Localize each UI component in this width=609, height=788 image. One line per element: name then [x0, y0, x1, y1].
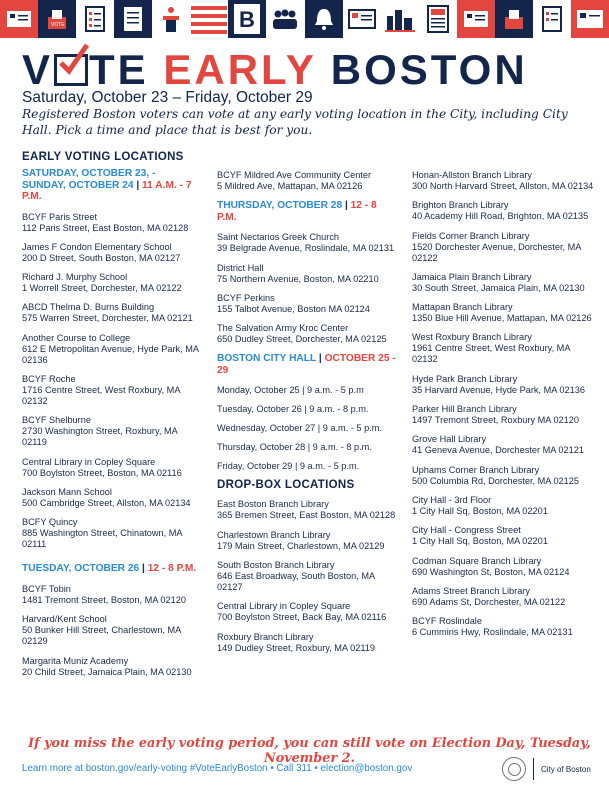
location-item [412, 525, 594, 547]
location-address: 6 Cummins Hwy, Roslindale, MA 02131 [412, 627, 573, 638]
schedule-item: Friday, October 29 | 9 a.m. - 5 p.m. [217, 461, 360, 472]
location-name: Central Library in Copley Square [217, 601, 351, 612]
title-v: V [22, 46, 54, 93]
column-3 [412, 170, 594, 646]
location-name: Grove Hall Library [412, 434, 487, 445]
location-item [22, 272, 200, 294]
location-name: Brighton Branch Library [412, 200, 509, 211]
thursday-hours: 12 - 8 P.M. [217, 200, 377, 223]
location-item [217, 232, 397, 254]
checklist-icon [533, 0, 571, 38]
column-1 [22, 168, 200, 686]
location-item [217, 560, 397, 593]
location-address: 700 Boylston Street, Boston, MA 02116 [22, 467, 182, 478]
location-item [412, 231, 594, 264]
location-name: Mattapan Branch Library [412, 302, 513, 313]
location-address: 1520 Dorchester Avenue, Dorchester, MA 02122 [412, 241, 581, 263]
location-name: Hyde Park Branch Library [412, 373, 518, 384]
location-item [412, 556, 594, 578]
boston-b-icon [228, 0, 266, 38]
location-name: BCYF Tobin [22, 583, 71, 594]
location-item [412, 332, 594, 365]
thursday-day: THURSDAY, OCTOBER 28 [217, 200, 343, 212]
location-item [22, 242, 200, 264]
tuesday-day: TUESDAY, OCTOBER 26 [22, 563, 140, 575]
location-address: 365 Bremen Street, East Boston, MA 02128 [217, 510, 396, 521]
location-item [412, 272, 594, 294]
location-name: BCYF Shelburne [22, 415, 91, 426]
location-name: East Boston Branch Library [217, 499, 329, 510]
tuesday-hours: 12 - 8 P.M. [147, 563, 197, 575]
separator: | [316, 353, 325, 365]
title-te: TE [89, 46, 149, 93]
saturday-heading [22, 168, 200, 203]
location-address: 690 Adams St, Dorchester, MA 02122 [412, 596, 566, 607]
location-item [217, 170, 397, 192]
location-address: 20 Child Street, Jamaica Plain, MA 02130 [22, 666, 192, 677]
dropbox-locations-continued [412, 170, 594, 638]
location-name: Fields Corner Branch Library [412, 230, 530, 241]
tuesday-heading [22, 563, 200, 575]
location-name: BCYF Paris Street [22, 211, 98, 222]
ballot-mail-icon [457, 0, 495, 38]
location-item [22, 302, 200, 324]
location-name: BCYF Roche [22, 373, 76, 384]
location-name: BCYF Roslindale [412, 616, 482, 627]
city-of-boston-label: City of Boston [541, 765, 591, 774]
location-item [22, 457, 200, 479]
location-name: BCYF Perkins [217, 292, 275, 303]
vote-box-icon [495, 0, 533, 38]
ballot-mail-icon [0, 0, 38, 38]
location-name: Margarita Muniz Academy [22, 655, 129, 666]
location-item [412, 434, 594, 456]
location-address: 646 East Broadway, South Boston, MA 02127 [217, 571, 375, 593]
continued-locations [217, 170, 397, 192]
schedule-item: Thursday, October 28 | 9 a.m. - 8 p.m. [217, 442, 372, 453]
location-address: 41 Geneva Avenue, Dorchester MA 02121 [412, 445, 584, 456]
location-item [217, 601, 397, 623]
location-address: 5 Mildred Ave, Mattapan, MA 02126 [217, 181, 363, 191]
location-item [412, 465, 594, 487]
location-item [22, 517, 200, 550]
location-address: 149 Dudley Street, Roxbury, MA 02119 [217, 642, 375, 653]
location-address: 1497 Tremont Street, Roxbury MA 02120 [412, 415, 579, 426]
learn-more-line[interactable]: Learn more at boston.gov/early-voting #VoteEarlyBoston • Call 311 • election@boston.gov [22, 763, 413, 774]
location-address: 40 Academy Hill Road, Brighton, MA 02135 [412, 211, 589, 222]
cityhall-heading [217, 353, 397, 376]
thursday-heading [217, 200, 397, 223]
schedule-item: Monday, October 25 | 9 a.m. - 5 p.m [217, 385, 364, 396]
envelope-icon [571, 0, 609, 38]
location-address: 200 D Street, South Boston, MA 02127 [22, 252, 181, 263]
svg-text:B: B [239, 7, 256, 32]
location-name: Harvard/Kent School [22, 614, 107, 625]
location-address: 885 Washington Street, Chinatown, MA 02111 [22, 528, 183, 550]
location-name: Jamaica Plain Branch Library [412, 271, 532, 282]
location-address: 50 Bunker Hill Street, Charlestown, MA 02129 [22, 625, 181, 647]
location-name: Roxbury Branch Library [217, 631, 314, 642]
section-heading: EARLY VOTING LOCATIONS [22, 151, 184, 163]
location-item [412, 374, 594, 396]
location-item [217, 499, 397, 521]
location-item [22, 374, 200, 407]
city-seal-icon [502, 757, 526, 781]
location-address: 650 Dudley Street, Dorchester, MA 02125 [217, 334, 387, 345]
location-name: Another Course to College [22, 332, 131, 343]
dropbox-locations [217, 499, 397, 653]
location-name: The Salvation Army Kroc Center [217, 323, 349, 334]
schedule-item: Wednesday, October 27 | 9 a.m. - 5 p.m. [217, 423, 382, 434]
location-item [22, 333, 200, 366]
location-address: 690 Washington St, Boston, MA 02124 [412, 566, 570, 577]
checklist-icon [114, 0, 152, 38]
location-address: 75 Northern Avenue, Boston, MA 02210 [217, 273, 379, 284]
location-item [412, 616, 594, 638]
location-address: 1716 Centre Street, West Roxbury, MA 02132 [22, 384, 180, 406]
separator: | [342, 200, 351, 212]
cityhall-dates: OCTOBER 25 - 29 [217, 353, 396, 376]
location-item [217, 632, 397, 654]
title-boston: BOSTON [330, 46, 528, 93]
tuesday-locations [22, 584, 200, 678]
title-early: EARLY [163, 46, 317, 93]
column-2 [217, 170, 397, 662]
location-item [22, 656, 200, 678]
location-item [412, 586, 594, 608]
saturday-locations [22, 212, 200, 551]
location-address: 179 Main Street, Charlestown, MA 02129 [217, 540, 385, 551]
location-name: South Boston Branch Library [217, 560, 335, 571]
location-address: 155 Talbot Avenue, Boston MA 02124 [217, 303, 370, 314]
location-item [22, 212, 200, 234]
location-name: Jackson Mann School [22, 486, 112, 497]
saturday-days: SATURDAY, OCTOBER 23, - SUNDAY, OCTOBER 24 [22, 168, 156, 191]
location-name: City Hall - Congress Street [412, 525, 521, 536]
location-name: BCFY Quincy [22, 517, 78, 528]
location-address: 1 Worrell Street, Dorchester, MA 02122 [22, 283, 182, 294]
checkbox-icon [54, 54, 88, 86]
location-address: 1 City Hall Sq, Boston, MA 02201 [412, 505, 548, 516]
location-name: Saint Nectarios Greek Church [217, 232, 340, 243]
location-address: 500 Cambridge Street, Allston, MA 02134 [22, 497, 191, 508]
location-address: 30 South Street, Jamaica Plain, MA 02130 [412, 282, 585, 293]
location-item [217, 530, 397, 552]
intro-text: Registered Boston voters can vote at any early voting location in the City, including City Hall. Pick a time and place that is best for you. [22, 107, 568, 137]
flag-stripes-icon [190, 0, 228, 38]
location-address: 700 Boylston Street, Back Bay, MA 02116 [217, 612, 387, 623]
location-name: Uphams Corner Branch Library [412, 464, 540, 475]
location-item [217, 263, 397, 285]
location-address: 112 Paris Street, East Boston, MA 02128 [22, 222, 189, 233]
divider [533, 758, 534, 780]
vote-box-icon [38, 0, 76, 38]
location-name: Central Library in Copley Square [22, 456, 156, 467]
location-name: West Roxbury Branch Library [412, 332, 532, 343]
location-item [217, 293, 397, 315]
location-name: Codman Square Branch Library [412, 555, 542, 566]
schedule-item: Tuesday, October 26 | 9 a.m. - 8 p.m. [217, 404, 369, 415]
location-name: Adams Street Branch Library [412, 585, 530, 596]
checklist-icon [76, 0, 114, 38]
people-icon [266, 0, 304, 38]
separator: | [133, 179, 143, 191]
separator: | [139, 563, 148, 575]
location-address: 35 Harvard Avenue, Hyde Park, MA 02136 [412, 384, 585, 395]
icon-banner [0, 0, 609, 38]
location-item [412, 170, 594, 192]
location-item [412, 200, 594, 222]
page-title [22, 47, 528, 93]
location-address: 1481 Tremont Street, Boston, MA 02120 [22, 594, 186, 605]
date-range: Saturday, October 23 – Friday, October 29 [22, 89, 313, 106]
svg-text:VOTE: VOTE [51, 22, 65, 28]
location-name: ABCD Thelma D. Burns Building [22, 302, 155, 313]
location-name: Honan-Allston Branch Library [412, 170, 533, 180]
location-item [22, 487, 200, 509]
location-item [412, 302, 594, 324]
dropbox-heading: DROP-BOX LOCATIONS [217, 479, 355, 492]
cityhall-schedule [217, 385, 397, 472]
location-address: 612 E Metropolitan Avenue, Hyde Park, MA 02136 [22, 343, 199, 365]
location-item [22, 614, 200, 647]
envelope-icon [343, 0, 381, 38]
location-name: James F Condon Elementary School [22, 241, 172, 252]
podium-icon [152, 0, 190, 38]
location-address: 39 Belgrade Avenue, Roslindale, MA 02131 [217, 243, 395, 254]
location-address: 500 Columbia Rd, Dorchester, MA 02125 [412, 475, 579, 486]
liberty-bell-icon [305, 0, 343, 38]
location-name: Richard J. Murphy School [22, 272, 128, 283]
location-name: Charlestown Branch Library [217, 529, 331, 540]
saturday-hours: 11 A.M. - 7 P.M. [22, 179, 192, 202]
location-item [412, 404, 594, 426]
location-address: 1 City Hall Sq, Boston, MA 02201 [412, 536, 548, 547]
thursday-locations [217, 232, 397, 345]
location-address: 2730 Washington Street, Roxbury, MA 02119 [22, 426, 178, 448]
election-day-note: If you miss the early voting period, you can still vote on Election Day, Tuesday, November 2. [28, 736, 591, 766]
location-item [22, 584, 200, 606]
location-address: 300 North Harvard Street, Allston, MA 02134 [412, 181, 594, 191]
location-address: 1961 Centre Street, West Roxbury, MA 02132 [412, 343, 570, 365]
location-item [217, 323, 397, 345]
location-address: 575 Warren Street, Dorchester, MA 02121 [22, 313, 193, 324]
location-item [412, 495, 594, 517]
location-name: District Hall [217, 262, 264, 273]
location-address: 1350 Blue Hill Avenue, Mattapan, MA 02126 [412, 313, 592, 324]
newspaper-icon [419, 0, 457, 38]
location-name: City Hall - 3rd Floor [412, 494, 492, 505]
cityhall-label: BOSTON CITY HALL [217, 353, 317, 365]
location-item [22, 415, 200, 448]
location-name: BCYF Mildred Ave Community Center [217, 170, 372, 180]
location-name: Parker Hill Branch Library [412, 404, 517, 415]
city-skyline-icon [381, 0, 419, 38]
